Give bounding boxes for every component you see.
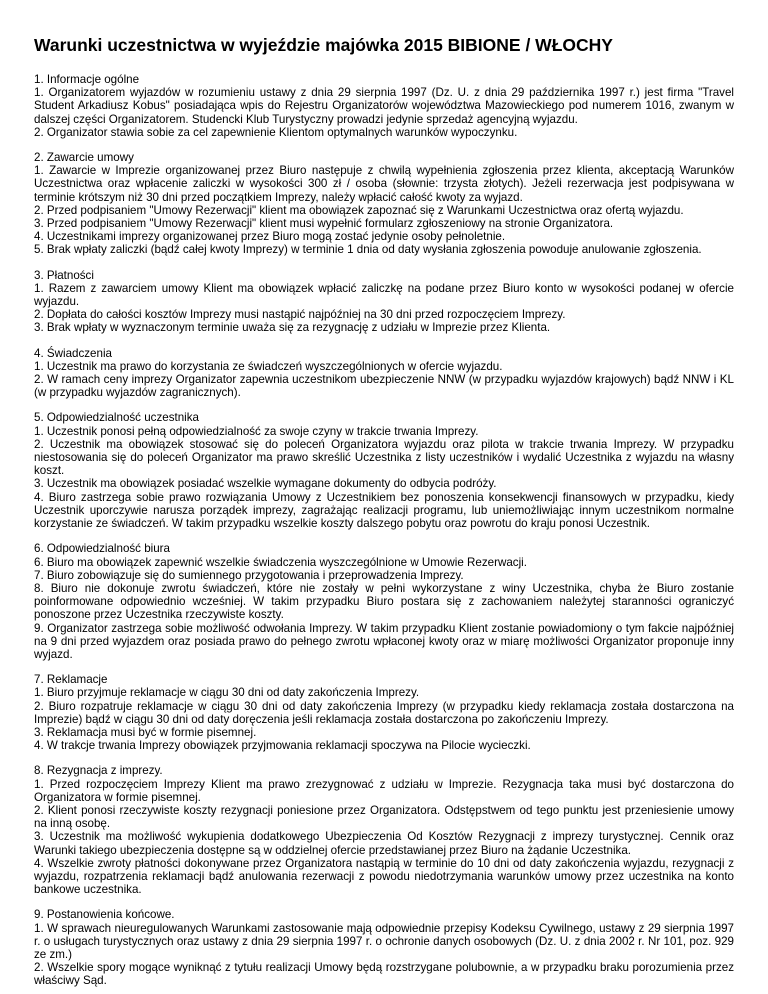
section-item: 2. Klient ponosi rzeczywiste koszty rezygnacji poniesione przez Organizatora. Odstępstwem od tego punktu jest przeniesienie umowy na inną osobę.: [34, 803, 734, 831]
section-5: [34, 411, 734, 530]
section-item: 1. W sprawach nieuregulowanych Warunkami zastosowanie mają odpowiednie przepisy Kodeksu Cywilnego, ustawy z 29 sierpnia 1997 r. o usługach turystycznych oraz ustawy z dnia 29 sierpnia 1997 r. o ochronie danych osobowych (Dz. U. z dnia 2002 r. Nr 101, poz. 929 ze zm.): [34, 921, 734, 961]
document-title: Warunki uczestnictwa w wyjeździe majówka 2015 BIBIONE / WŁOCHY: [34, 35, 613, 55]
section-item: 4. Uczestnikami imprezy organizowanej przez Biuro mogą zostać jedynie osoby pełnoletnie.: [34, 230, 506, 244]
section-item: 4. W trakcje trwania Imprezy obowiązek przyjmowania reklamacji spoczywa na Pilocie wycieczki.: [34, 739, 531, 753]
section-item: 3. Przed podpisaniem "Umowy Rezerwacji" klient musi wypełnić formularz zgłoszeniowy na stronie Organizatora.: [34, 217, 614, 231]
section-item: 1. Organizatorem wyjazdów w rozumieniu ustawy z dnia 29 sierpnia 1997 (Dz. U. z dnia 29 października 1997 r.) jest firma "Travel Student Arkadiusz Kobus" posiadająca wpis do Rejestru Organizatorów województwa Mazowieckiego pod numerem 1016, zwanym w dalszej części Organizatorem. Studencki Klub Turystyczny prowadzi jedynie sprzedaż agencyjną wyjazdu.: [34, 86, 734, 126]
section-heading: 1. Informacje ogólne: [34, 73, 140, 86]
section-heading: 8. Rezygnacja z imprezy.: [34, 764, 163, 778]
section-item: 7. Biuro zobowiązuje się do sumiennego przygotowania i przeprowadzenia Imprezy.: [34, 568, 464, 582]
section-heading: 9. Postanowienia końcowe.: [34, 908, 175, 922]
section-item: 4. Wszelkie zwroty płatności dokonywane przez Organizatora nastąpią w terminie do 10 dni od daty zakończenia wyjazdu, rezygnacji z wyjazdu, rozpatrzenia reklamacji bądź anulowania rezerwacji z powodu niedotrzymania warunków umowy przez uczestnika na konto bankowe uczestnika.: [34, 856, 734, 897]
section-8: [34, 764, 734, 896]
section-item: 2. Dopłata do całości kosztów Imprezy musi nastąpić najpóźniej na 30 dni przed rozpoczęciem Imprezy.: [34, 308, 566, 322]
section-7: [34, 673, 734, 752]
section-item: 4. Biuro zastrzega sobie prawo rozwiązania Umowy z Uczestnikiem bez ponoszenia konsekwencji finansowych w przypadku, kiedy Uczestnik uporczywie narusza porządek imprezy, zagrażając realizacji programu, lub uniemożliwiając innym uczestnikom normalne korzystanie ze świadczeń. W takim przypadku wszelkie koszty dalszego pobytu oraz powrotu do kraju ponosi Uczestnik.: [34, 490, 734, 531]
section-heading: 6. Odpowiedzialność biura: [34, 542, 170, 556]
section-item: 3. Uczestnik ma możliwość wykupienia dodatkowego Ubezpieczenia Od Kosztów Rezygnacji z imprezy turystycznej. Cennik oraz Warunki takiego ubezpieczenia dostępne są w oddzielnej ofercie przedstawianej przez Biuro na żądanie Uczestnika.: [34, 830, 734, 857]
section-item: 1. Zawarcie w Imprezie organizowanej przez Biuro następuje z chwilą wypełnienia zgłoszenia przez klienta, akceptacją Warunków Uczestnictwa oraz wpłacenie zaliczki w wysokości 300 zł / osoba (słownie: trzysta złotych). Jeżeli rezerwacja jest podpisywana w terminie krótszym niż 30 dni przed początkiem Imprezy, należy wpłacić całość kwoty za wyjazd.: [34, 164, 734, 204]
section-item: 2. Uczestnik ma obowiązek stosować się do poleceń Organizatora wyjazdu oraz pilota w trakcie trwania Imprezy. W przypadku niestosowania się do poleceń Organizator ma prawo skreślić Uczestnika z listy uczestników i wydalić Uczestnika z wyjazdu na własny koszt.: [34, 437, 734, 478]
section-item: 8. Biuro nie dokonuje zwrotu świadczeń, które nie zostały w pełni wykorzystane z winy Uczestnika, chyba że Biuro zostanie poinformowane odpowiednio wcześniej. W takim przypadku Biuro postara się z zachowaniem należytej staranności ograniczyć ponoszone przez Uczestnika rzeczywiste koszty.: [34, 581, 734, 622]
section-item: 1. Biuro przyjmuje reklamacje w ciągu 30 dni od daty zakończenia Imprezy.: [34, 686, 420, 700]
section-item: 3. Reklamacja musi być w formie pisemnej.: [34, 725, 257, 739]
section-item: 2. W ramach ceny imprezy Organizator zapewnia uczestnikom ubezpieczenie NNW (w przypadku wyjazdów krajowych) bądź NNW i KL (w przypadku wyjazdów zagranicznych).: [34, 373, 734, 400]
section-1: [34, 73, 734, 139]
section-4: [34, 347, 734, 400]
section-heading: 5. Odpowiedzialność uczestnika: [34, 411, 199, 425]
section-heading: 7. Reklamacje: [34, 673, 108, 687]
section-item: 1. Uczestnik ma prawo do korzystania ze świadczeń wyszczególnionych w ofercie wyjazdu.: [34, 359, 503, 373]
section-6: [34, 542, 734, 661]
section-item: 2. Przed podpisaniem "Umowy Rezerwacji" klient ma obowiązek zapoznać się z Warunkami Uczestnictwa oraz ofertą wyjazdu.: [34, 203, 684, 217]
section-item: 3. Uczestnik ma obowiązek posiadać wszelkie wymagane dokumenty do odbycia podróży.: [34, 477, 497, 491]
section-item: 1. Razem z zawarciem umowy Klient ma obowiązek wpłacić zaliczkę na podane przez Biuro konto w wysokości podanej w ofercie wyjazdu.: [34, 281, 734, 309]
section-heading: 4. Świadczenia: [34, 346, 112, 360]
section-2: [34, 151, 734, 257]
section-item: 9. Organizator zastrzega sobie możliwość odwołania Imprezy. W takim przypadku Klient zostanie powiadomiony o tym fakcie najpóźniej na 9 dni przed wyjazdem oraz posiada prawo do pełnego zwrotu wpłaconej kwoty oraz w miarę możliwości Organizator proponuje inny wyjazd.: [34, 621, 734, 661]
section-item: 1. Uczestnik ponosi pełną odpowiedzialność za swoje czyny w trakcie trwania Imprezy.: [34, 424, 479, 438]
section-heading: 2. Zawarcie umowy: [34, 151, 134, 165]
section-item: 3. Brak wpłaty w wyznaczonym terminie uważa się za rezygnację z udziału w Imprezie przez Klienta.: [34, 321, 551, 335]
section-item: 5. Brak wpłaty zaliczki (bądź całej kwoty Imprezy) w terminie 1 dnia od daty wysłania zgłoszenia powoduje anulowanie zgłoszenia.: [34, 243, 702, 257]
section-3: [34, 269, 734, 335]
section-item: 6. Biuro ma obowiązek zapewnić wszelkie świadczenia wyszczególnione w Umowie Rezerwacji.: [34, 555, 527, 569]
section-heading: 3. Płatności: [34, 268, 94, 282]
sections-container: [34, 73, 734, 988]
section-item: 2. Biuro rozpatruje reklamacje w ciągu 30 dni od daty zakończenia Imprezy (w przypadku kiedy reklamacja została dostarczona na Imprezie) bądź w ciągu 30 dni od daty doręczenia jeśli reklamacja została dostarczona po zakończeniu Imprezy.: [34, 699, 734, 726]
section-item: 2. Organizator stawia sobie za cel zapewnienie Klientom optymalnych warunków wypoczynku.: [34, 125, 518, 139]
section-9: [34, 908, 734, 987]
section-item: 1. Przed rozpoczęciem Imprezy Klient ma prawo zrezygnować z udziału w Imprezie. Rezygnacja taka musi być dostarczona do Organizatora w formie pisemnej.: [34, 777, 734, 804]
section-item: 2. Wszelkie spory mogące wyniknąć z tytułu realizacji Umowy będą rozstrzygane polubownie, a w przypadku braku porozumienia przez właściwy Sąd.: [34, 961, 734, 988]
